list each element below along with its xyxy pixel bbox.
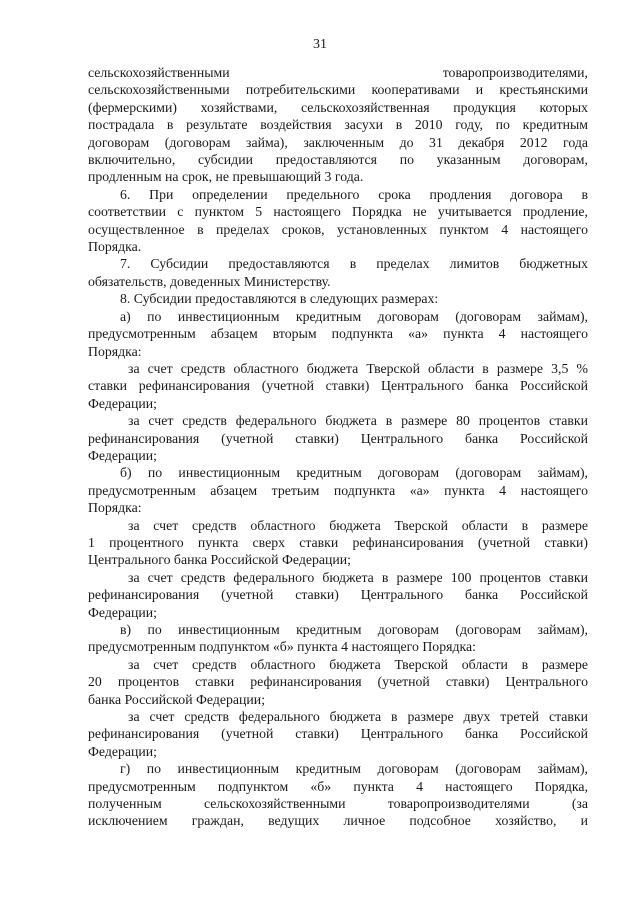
text-line: предусмотренным подпунктом «б» пункта 4 настоящего Порядка: [88,639,476,655]
text-line: за счет средств областного бюджета Тверской области в размере 3,5 % [128,360,588,376]
text-line: рефинансирования (учетной ставки) Центрального банка Российской [88,726,588,742]
paragraph [88,308,588,360]
text-line: 6. При определении предельного срока продления договора в [120,186,588,202]
text-line: за счет средств областного бюджета Тверской области в размере [128,656,588,672]
text-line: за счет средств федерального бюджета в размере 80 процентов ставки [128,413,588,429]
text-line: 20 процентов ставки рефинансирования (учетной ставки) Центрального [88,674,588,690]
text-line: (фермерскими) хозяйствами, сельскохозяйственная продукция которых [88,99,588,115]
text-line: включительно, субсидии предоставляются по указанным договорам, [88,152,588,168]
text-line: в) по инвестиционным кредитным договорам (договорам займам), [120,622,588,637]
text-line: Порядка: [88,500,142,516]
paragraph [88,517,588,569]
paragraph [88,569,588,621]
text-line: 7. Субсидии предоставляются в пределах лимитов бюджетных [120,256,588,272]
text-line: предусмотренным подпунктом «б» пункта 4 настоящего Порядка, [88,778,588,794]
paragraph [88,64,588,186]
paragraph [88,360,588,412]
text-line: договорам (договорам займа), заключенным до 31 декабря 2012 года [88,134,588,150]
paragraph [88,290,588,307]
text-line: банка Российской Федерации; [88,691,266,707]
text-line: сельскохозяйственными товаропроизводителями, [88,65,588,80]
text-line: осуществленное в пределах сроков, установленных пунктом 4 настоящего [88,221,588,237]
text-line: Федерации; [88,604,157,620]
text-line: 8. Субсидии предоставляются в следующих размерах: [120,291,439,307]
text-line: полученным сельскохозяйственными товаропроизводителями (за [88,796,588,812]
text-line: исключением граждан, ведущих личное подсобное хозяйство, и [88,813,588,829]
text-line: г) по инвестиционным кредитным договорам (договорам займам), [120,761,588,777]
text-line: за счет средств федерального бюджета в размере двух третей ставки [128,709,588,725]
paragraph [88,464,588,516]
paragraph [88,708,588,760]
text-line: а) по инвестиционным кредитным договорам (договорам займам), [120,308,588,324]
text-line: Федерации; [88,447,157,463]
text-line: 1 процентного пункта сверх ставки рефинансирования (учетной ставки) [88,534,588,550]
text-line: сельскохозяйственными потребительскими кооперативами и крестьянскими [88,82,588,98]
text-line: Порядка: [88,343,142,359]
text-line: б) по инвестиционным кредитным договорам (договорам займам), [120,465,588,481]
paragraph [88,255,588,290]
text-line: пострадала в результате воздействия засухи в 2010 году, по кредитным [88,117,588,133]
text-line: Федерации; [88,743,157,759]
paragraph [88,621,588,656]
text-line: обязательств, доведенных Министерству. [88,273,331,289]
paragraph [88,412,588,464]
text-line: предусмотренным абзацем третьим подпункта «а» пункта 4 настоящего [88,482,588,498]
document-body [88,64,588,830]
paragraph [88,656,588,708]
text-line: предусмотренным абзацем вторым подпункта «а» пункта 4 настоящего [88,326,588,342]
text-line: за счет средств областного бюджета Тверской области в размере [128,517,588,533]
text-line: ставки рефинансирования (учетной ставки) Центрального банка Российской [88,378,588,394]
text-line: за счет средств федерального бюджета в размере 100 процентов ставки [128,569,588,585]
paragraph [88,186,588,256]
text-line: Федерации; [88,395,157,411]
text-line: Центрального банка Российской Федерации; [88,552,351,568]
text-line: рефинансирования (учетной ставки) Центрального банка Российской [88,430,588,446]
text-line: соответствии с пунктом 5 настоящего Порядка не учитывается продление, [88,204,588,220]
text-line: продленным на срок, не превышающий 3 года. [88,169,364,185]
text-line: Порядка. [88,239,142,255]
text-line: рефинансирования (учетной ставки) Центрального банка Российской [88,587,588,603]
paragraph [88,760,588,830]
page-number: 31 [313,37,327,52]
